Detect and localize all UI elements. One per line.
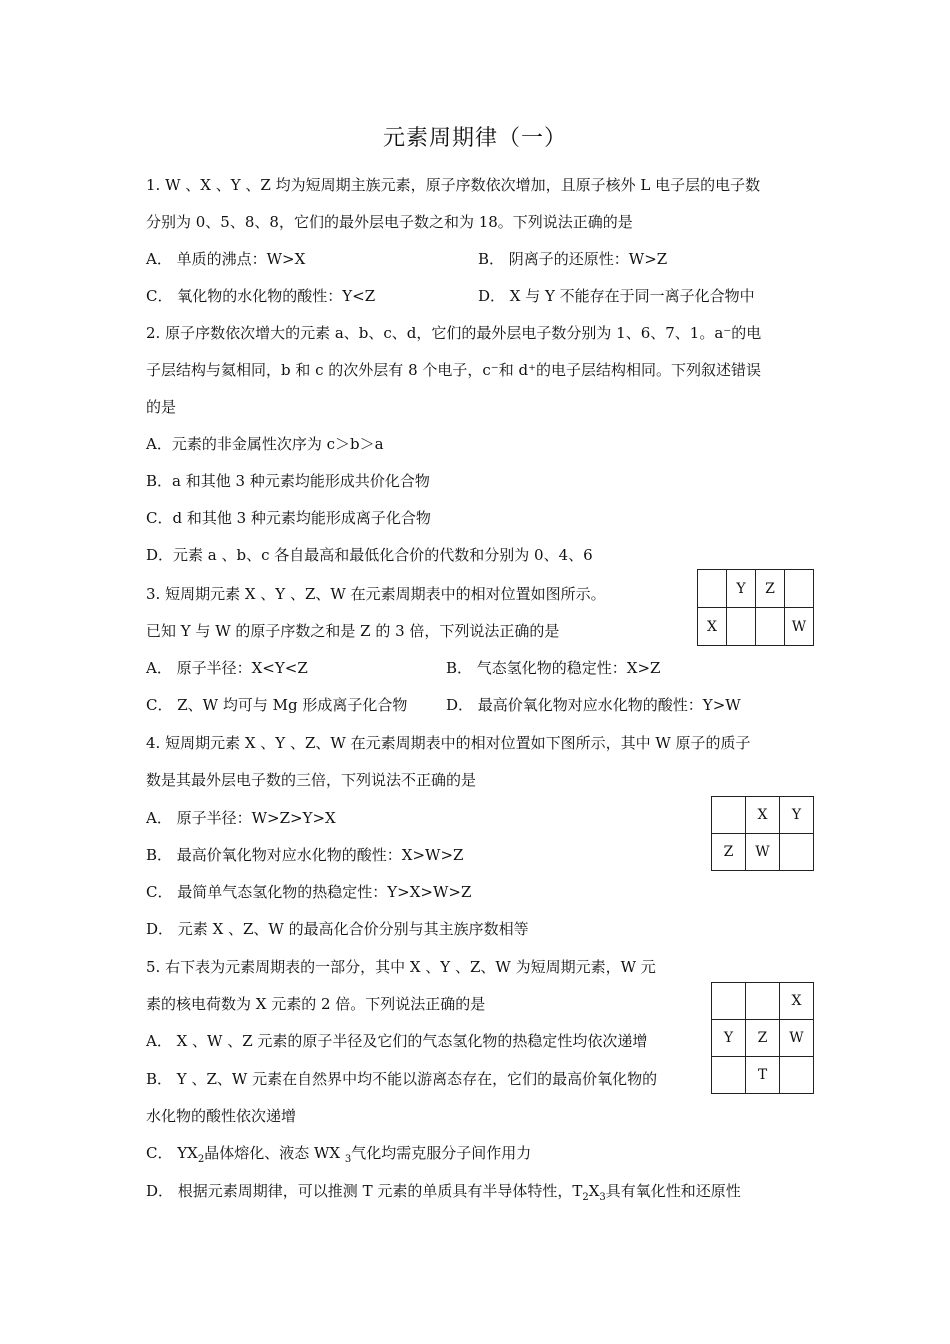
q4-cell: X (746, 797, 780, 834)
q3-stem-line2: 已知 Y 与 W 的原子序数之和是 Z 的 3 倍，下列说法正确的是 (146, 622, 560, 640)
q5-cell (712, 983, 746, 1020)
q3-periodic-table (697, 569, 814, 646)
q5-option-d (146, 1181, 741, 1208)
q2-option-a: A．元素的非金属性次序为 c＞b＞a (146, 435, 384, 453)
q5-cell (746, 983, 780, 1020)
subscript: 2 (582, 1192, 589, 1203)
q1-stem-line1: 1. W 、X 、Y 、Z 均为短周期主族元素，原子序数依次增加，且原子核外 L 电子层的电子数 (146, 176, 761, 194)
q5-cell: Z (746, 1020, 780, 1057)
q4-stem-line1: 4. 短周期元素 X 、Y 、Z、W 在元素周期表中的相对位置如下图所示，其中 W 原子的质子 (146, 734, 751, 752)
page-title: 元素周期律（一） (382, 126, 567, 151)
q4-option-c: C． 最简单气态氢化物的热稳定性：Y>X>W>Z (146, 883, 472, 901)
q1-option-b: B． 阴离子的还原性：W>Z (478, 250, 668, 268)
q5-cell: X (780, 983, 814, 1020)
q5-cell (712, 1057, 746, 1094)
subscript: 3 (344, 1154, 352, 1165)
q4-cell: Z (712, 834, 746, 871)
q4-cell (780, 834, 814, 871)
q2-option-c: C．d 和其他 3 种元素均能形成离子化合物 (146, 509, 431, 527)
q5-option-b-line1: B． Y 、Z、W 元素在自然界中均不能以游离态存在，它们的最高价氧化物的 (146, 1070, 658, 1088)
q3-cell: Y (727, 570, 756, 608)
q5-option-c-text: C． YX (146, 1144, 198, 1162)
q2-option-b: B．a 和其他 3 种元素均能形成共价化合物 (146, 472, 430, 490)
q3-cell (756, 608, 785, 646)
q4-cell: Y (780, 797, 814, 834)
subscript: 3 (599, 1192, 606, 1203)
q1-option-a: A． 单质的沸点：W>X (146, 250, 306, 268)
q5-cell: T (746, 1057, 780, 1094)
q3-option-c: C． Z、W 均可与 Mg 形成离子化合物 (146, 696, 408, 714)
q5-cell: Y (712, 1020, 746, 1057)
q4-cell (712, 797, 746, 834)
q5-option-d-text: 具有氧化性和还原性 (605, 1182, 741, 1200)
q5-cell (780, 1057, 814, 1094)
q5-option-c (146, 1143, 531, 1170)
q5-option-c-text: 气化均需克服分子间作用力 (351, 1144, 532, 1162)
q3-stem-line1: 3. 短周期元素 X 、Y 、Z、W 在元素周期表中的相对位置如图所示。 (146, 585, 606, 603)
q5-periodic-table (711, 982, 814, 1094)
q4-stem-line2: 数是其最外层电子数的三倍，下列说法不正确的是 (146, 771, 477, 789)
q3-option-d: D． 最高价氧化物对应水化物的酸性：Y>W (446, 696, 741, 714)
q3-cell: Z (756, 570, 785, 608)
q2-stem-line1: 2. 原子序数依次增大的元素 a、b、c、d，它们的最外层电子数分别为 1、6、7、1。a⁻的电 (146, 324, 762, 342)
q5-option-b-line2: 水化物的酸性依次递增 (146, 1107, 297, 1125)
q4-cell: W (746, 834, 780, 871)
q2-stem-line3: 的是 (146, 398, 177, 416)
q3-option-a: A． 原子半径：X<Y<Z (146, 659, 308, 677)
q3-cell (727, 608, 756, 646)
q3-cell: W (785, 608, 814, 646)
q1-option-d: D． X 与 Y 不能存在于同一离子化合物中 (478, 287, 755, 305)
q3-cell (785, 570, 814, 608)
q4-periodic-table (711, 796, 814, 871)
subscript: 2 (197, 1154, 205, 1165)
q5-option-d-text: X (588, 1182, 600, 1200)
q1-option-c: C． 氧化物的水化物的酸性：Y<Z (146, 287, 376, 305)
q4-option-a: A． 原子半径：W>Z>Y>X (146, 809, 336, 827)
q5-option-c-text: 晶体熔化、液态 WX (204, 1144, 345, 1162)
q2-stem-line2: 子层结构与氦相同，b 和 c 的次外层有 8 个电子，c⁻和 d⁺的电子层结构相同。下列叙述错误 (146, 361, 761, 379)
q3-cell: X (698, 608, 727, 646)
q5-stem-line1: 5. 右下表为元素周期表的一部分，其中 X 、Y 、Z、W 为短周期元素，W 元 (146, 958, 656, 976)
q1-stem-line2: 分别为 0、5、8、8，它们的最外层电子数之和为 18。下列说法正确的是 (146, 213, 633, 231)
q3-cell (698, 570, 727, 608)
q3-option-b: B． 气态氢化物的稳定性：X>Z (446, 659, 661, 677)
q5-option-d-text: D． 根据元素周期律，可以推测 T 元素的单质具有半导体特性，T (146, 1182, 583, 1200)
q4-option-b: B． 最高价氧化物对应水化物的酸性：X>W>Z (146, 846, 464, 864)
q5-stem-line2: 素的核电荷数为 X 元素的 2 倍。下列说法正确的是 (146, 995, 486, 1013)
q5-option-a: A． X 、W 、Z 元素的原子半径及它们的气态氢化物的热稳定性均依次递增 (146, 1032, 648, 1050)
q4-option-d: D． 元素 X 、Z、W 的最高化合价分别与其主族序数相等 (146, 920, 529, 938)
q5-cell: W (780, 1020, 814, 1057)
q2-option-d: D．元素 a 、b、c 各自最高和最低化合价的代数和分别为 0、4、6 (146, 546, 593, 564)
